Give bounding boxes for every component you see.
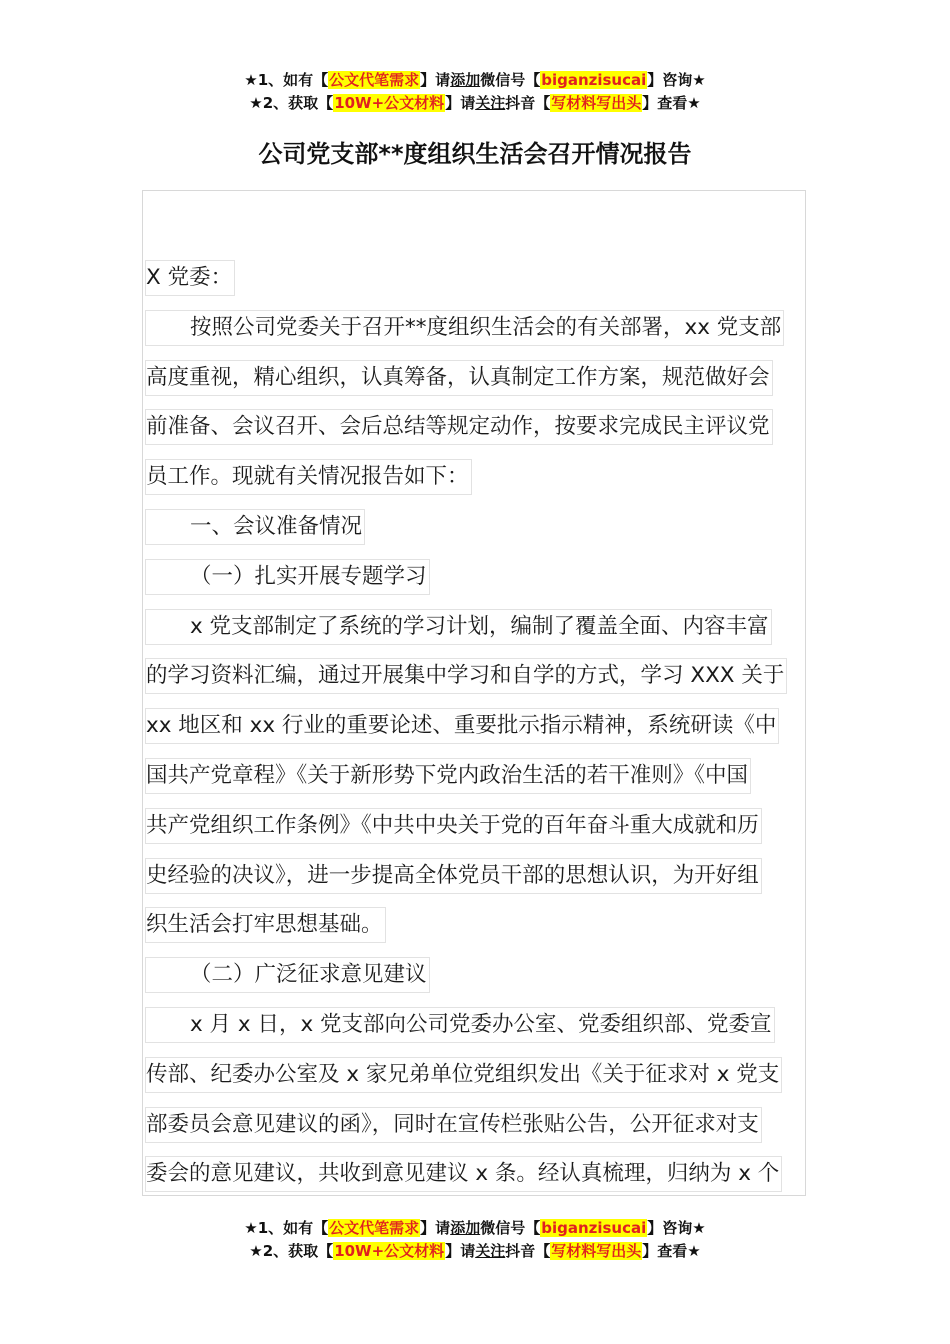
document-frame xyxy=(142,190,806,1196)
text-line: 按照公司党委关于召开**度组织生活会的有关部署，xx 党支部 xyxy=(145,303,803,353)
document-title: 公司党支部**度组织生活会召开情况报告 xyxy=(258,140,692,168)
subsection-heading: （一）扎实开展专题学习 xyxy=(145,552,803,602)
promo-header xyxy=(0,69,950,115)
douyin-id: 写材料写出头 xyxy=(551,1242,642,1260)
promo-highlight: 10W+公文材料 xyxy=(334,1242,445,1260)
text-line: xx 地区和 xx 行业的重要论述、重要批示指示精神，系统研读《中 xyxy=(145,701,803,751)
wechat-id: biganzisucai xyxy=(541,1219,647,1237)
promo-line-1: ★1、如有【公文代笔需求】请添加微信号【biganzisucai】咨询★ xyxy=(244,71,706,89)
text-line: 员工作。现就有关情况报告如下： xyxy=(145,452,803,502)
text-line: 前准备、会议召开、会后总结等规定动作，按要求完成民主评议党 xyxy=(145,402,803,452)
douyin-id: 写材料写出头 xyxy=(551,94,642,112)
text-line: 国共产党章程》《关于新形势下党内政治生活的若干准则》《中国 xyxy=(145,751,803,801)
text-line: 的学习资料汇编，通过开展集中学习和自学的方式，学习 XXX 关于 xyxy=(145,651,803,701)
text-line: X 党委： xyxy=(145,253,803,303)
text-line: 高度重视，精心组织，认真筹备，认真制定工作方案，规范做好会 xyxy=(145,353,803,403)
promo-highlight: 公文代笔需求 xyxy=(329,1219,420,1237)
text-line: 部委员会意见建议的函》，同时在宣传栏张贴公告，公开征求对支 xyxy=(145,1100,803,1150)
promo-line-2: ★2、获取【10W+公文材料】请关注抖音【写材料写出头】查看★ xyxy=(249,1242,701,1260)
promo-footer xyxy=(0,1217,950,1263)
text-line: 史经验的决议》，进一步提高全体党员干部的思想认识，为开好组 xyxy=(145,851,803,901)
promo-line-1: ★1、如有【公文代笔需求】请添加微信号【biganzisucai】咨询★ xyxy=(244,1219,706,1237)
subsection-heading: （二）广泛征求意见建议 xyxy=(145,950,803,1000)
section-heading: 一、会议准备情况 xyxy=(145,502,803,552)
text-line: 共产党组织工作条例》《中共中央关于党的百年奋斗重大成就和历 xyxy=(145,801,803,851)
text-line: x 月 x 日，x 党支部向公司党委办公室、党委组织部、党委宣 xyxy=(145,1000,803,1050)
document-body xyxy=(145,253,803,1196)
text-line: 委会的意见建议，共收到意见建议 x 条。经认真梳理，归纳为 x 个 xyxy=(145,1149,803,1196)
promo-line-2: ★2、获取【10W+公文材料】请关注抖音【写材料写出头】查看★ xyxy=(249,94,701,112)
text-line: 织生活会打牢思想基础。 xyxy=(145,900,803,950)
promo-highlight: 10W+公文材料 xyxy=(334,94,445,112)
text-line: x 党支部制定了系统的学习计划，编制了覆盖全面、内容丰富 xyxy=(145,602,803,652)
text-line: 传部、纪委办公室及 x 家兄弟单位党组织发出《关于征求对 x 党支 xyxy=(145,1050,803,1100)
wechat-id: biganzisucai xyxy=(541,71,647,89)
promo-highlight: 公文代笔需求 xyxy=(329,71,420,89)
